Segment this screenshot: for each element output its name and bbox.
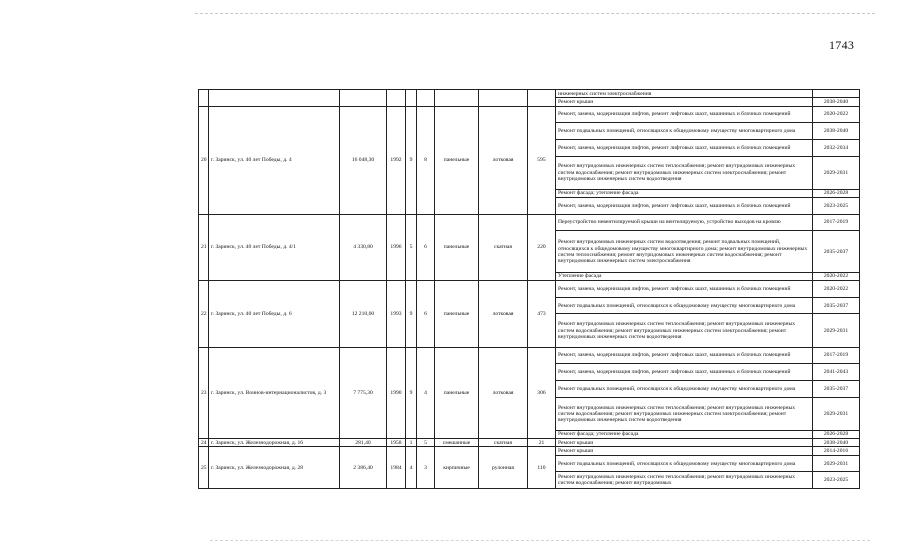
- resident-count: 473: [528, 281, 556, 348]
- entrance-count: 6: [417, 214, 435, 281]
- table-row: [199, 281, 860, 298]
- work-years: 2035-2037: [813, 297, 860, 314]
- work-description: Ремонт подвальных помещений, относящихся к общедомовому имуществу многоквартирного дома: [556, 297, 813, 314]
- work-description: Ремонт подвальных помещений, относящихся к общедомовому имуществу многоквартирного дома: [556, 380, 813, 397]
- work-description: Переустройство невентилируемой крыши на вентилируемую, устройство выходов на кровлю: [556, 214, 813, 231]
- table-row: [199, 214, 860, 231]
- floor-count: 4: [406, 447, 417, 489]
- wall-material: панельные: [435, 106, 479, 214]
- work-years: [813, 90, 860, 98]
- empty-cell: [528, 90, 556, 107]
- house-address: г. Заринск, ул. Воинов-интернационалистов, д. 3: [209, 347, 340, 438]
- row-number: 22: [199, 281, 209, 348]
- table-body: [199, 90, 860, 489]
- work-years: 2032-2034: [813, 139, 860, 156]
- empty-cell: [479, 90, 528, 107]
- resident-count: 306: [528, 347, 556, 438]
- scan-bottom-line: [210, 540, 870, 541]
- work-description: Ремонт внутридомовых инженерных систем теплоснабжения; ремонт внутридомовых инженерных систем водоснабжения; ремонт внутридомовых инженерных систем электроснабжения; ремонт внутридомовых инженерных систем водоотведения: [556, 156, 813, 189]
- empty-cell: [417, 90, 435, 107]
- resident-count: 21: [528, 439, 556, 447]
- empty-cell: [387, 90, 406, 107]
- scan-top-line: [195, 13, 875, 14]
- wall-material: панельные: [435, 214, 479, 281]
- work-description: Ремонт крыши: [556, 439, 813, 447]
- work-years: 2026-2028: [813, 430, 860, 438]
- work-description: Ремонт крыши: [556, 98, 813, 106]
- entrance-count: 4: [417, 347, 435, 438]
- work-description: Ремонт внутридомовых инженерных систем водоотведения; ремонт подвальных помещений, относящихся к общедомовому имуществу многоквартирного дома; ремонт внутридомовых инженерных систем теплоснабжения; ремонт внутридомовых инженерных систем водоснабжения; ремонт внутридомовых инженерных систем электроснабжения: [556, 231, 813, 273]
- floor-count: 9: [406, 347, 417, 438]
- work-years: 2020-2022: [813, 106, 860, 123]
- work-years: 2029-2031: [813, 314, 860, 347]
- work-description: Ремонт подвальных помещений, относящихся к общедомовому имуществу многоквартирного дома: [556, 123, 813, 140]
- work-description: Ремонт, замена, модернизация лифтов, ремонт лифтовых шахт, машинных и блочных помещений: [556, 139, 813, 156]
- house-area: 12 210,00: [340, 281, 387, 348]
- work-description: Ремонт фасада; утепление фасада: [556, 430, 813, 438]
- work-years: 2038-2040: [813, 123, 860, 140]
- work-years: 2041-2043: [813, 364, 860, 381]
- work-years: 2020-2022: [813, 272, 860, 280]
- work-years: 2026-2028: [813, 189, 860, 197]
- empty-cell: [209, 90, 340, 107]
- build-year: 1958: [387, 439, 406, 447]
- floor-count: 5: [406, 214, 417, 281]
- work-description: Ремонт фасада; утепление фасада: [556, 189, 813, 197]
- work-years: 2023-2025: [813, 198, 860, 215]
- build-year: 1984: [387, 447, 406, 489]
- work-years: 2038-2040: [813, 98, 860, 106]
- work-years: 2017-2019: [813, 214, 860, 231]
- work-years: 2017-2019: [813, 347, 860, 364]
- row-number: 24: [199, 439, 209, 447]
- build-year: 1992: [387, 106, 406, 214]
- page-number: 1743: [829, 38, 855, 52]
- work-years: 2029-2031: [813, 397, 860, 430]
- house-area: 2 386,40: [340, 447, 387, 489]
- house-address: г. Заринск, ул. 40 лет Победы, д. 4/1: [209, 214, 340, 281]
- roof-type: лотковая: [479, 106, 528, 214]
- house-area: 281,40: [340, 439, 387, 447]
- work-years: 2029-2031: [813, 455, 860, 472]
- work-description: Ремонт, замена, модернизация лифтов, ремонт лифтовых шахт, машинных и блочных помещений: [556, 198, 813, 215]
- wall-material: кирпичные: [435, 447, 479, 489]
- house-address: г. Заринск, ул. 40 лет Победы, д. 4: [209, 106, 340, 214]
- floor-count: 1: [406, 439, 417, 447]
- roof-type: скатная: [479, 214, 528, 281]
- work-description: Ремонт внутридомовых инженерных систем теплоснабжения; ремонт внутридомовых инженерных систем водоснабжения; ремонт внутридомовых инженерных систем электроснабжения; ремонт внутридомовых инженерных систем водоотведения: [556, 314, 813, 347]
- row-number: 23: [199, 347, 209, 438]
- floor-count: 9: [406, 281, 417, 348]
- entrance-count: 8: [417, 106, 435, 214]
- house-address: г. Заринск, ул. 40 лет Победы, д. 6: [209, 281, 340, 348]
- house-address: г. Заринск, ул. Железнодорожная, д. 16: [209, 439, 340, 447]
- work-description: Ремонт, замена, модернизация лифтов, ремонт лифтовых шахт, машинных и блочных помещений: [556, 347, 813, 364]
- table-row: [199, 106, 860, 123]
- table-row: [199, 439, 860, 447]
- table-row: [199, 347, 860, 364]
- resident-count: 595: [528, 106, 556, 214]
- work-years: 2038-2040: [813, 439, 860, 447]
- resident-count: 110: [528, 447, 556, 489]
- work-years: 2035-2037: [813, 231, 860, 273]
- row-number: 21: [199, 214, 209, 281]
- work-years: 2020-2022: [813, 281, 860, 298]
- house-area: 16 048,30: [340, 106, 387, 214]
- house-area: 4 330,80: [340, 214, 387, 281]
- roof-type: лотковая: [479, 347, 528, 438]
- roof-type: скатная: [479, 439, 528, 447]
- floor-count: 9: [406, 106, 417, 214]
- house-area: 7 775,30: [340, 347, 387, 438]
- table-row: [199, 90, 860, 98]
- wall-material: смешанные: [435, 439, 479, 447]
- roof-type: рулонная: [479, 447, 528, 489]
- empty-cell: [435, 90, 479, 107]
- work-description: Ремонт, замена, модернизация лифтов, ремонт лифтовых шахт, машинных и блочных помещений: [556, 106, 813, 123]
- entrance-count: 3: [417, 447, 435, 489]
- work-description: Ремонт внутридомовых инженерных систем теплоснабжения; ремонт внутридомовых инженерных систем водоснабжения; ремонт внутридомовых: [556, 472, 813, 489]
- roof-type: лотковая: [479, 281, 528, 348]
- housing-repair-table: [198, 89, 860, 489]
- row-number: 25: [199, 447, 209, 489]
- build-year: 1993: [387, 281, 406, 348]
- work-description: Ремонт крыши: [556, 447, 813, 455]
- work-description: Ремонт внутридомовых инженерных систем теплоснабжения; ремонт внутридомовых инженерных систем водоснабжения; ремонт внутридомовых инженерных систем электроснабжения; ремонт внутридомовых инженерных систем водоотведения: [556, 397, 813, 430]
- work-years: 2035-2037: [813, 380, 860, 397]
- entrance-count: 5: [417, 439, 435, 447]
- work-years: 2029-2031: [813, 156, 860, 189]
- work-years: 2023-2025: [813, 472, 860, 489]
- work-description: Ремонт, замена, модернизация лифтов, ремонт лифтовых шахт, машинных и блочных помещений: [556, 281, 813, 298]
- wall-material: панельные: [435, 281, 479, 348]
- wall-material: панельные: [435, 347, 479, 438]
- empty-cell: [199, 90, 209, 107]
- table-row: [199, 447, 860, 455]
- work-description: Ремонт, замена, модернизация лифтов, ремонт лифтовых шахт, машинных и блочных помещений: [556, 364, 813, 381]
- build-year: 1996: [387, 214, 406, 281]
- work-description: инженерных систем электроснабжения: [556, 90, 813, 98]
- build-year: 1990: [387, 347, 406, 438]
- house-address: г. Заринск, ул. Железнодорожная, д. 28: [209, 447, 340, 489]
- entrance-count: 6: [417, 281, 435, 348]
- work-description: Ремонт подвальных помещений, относящихся к общедомовому имуществу многоквартирного дома: [556, 455, 813, 472]
- work-years: 2014-2016: [813, 447, 860, 455]
- resident-count: 220: [528, 214, 556, 281]
- empty-cell: [340, 90, 387, 107]
- row-number: 20: [199, 106, 209, 214]
- empty-cell: [406, 90, 417, 107]
- work-description: Утепление фасада: [556, 272, 813, 280]
